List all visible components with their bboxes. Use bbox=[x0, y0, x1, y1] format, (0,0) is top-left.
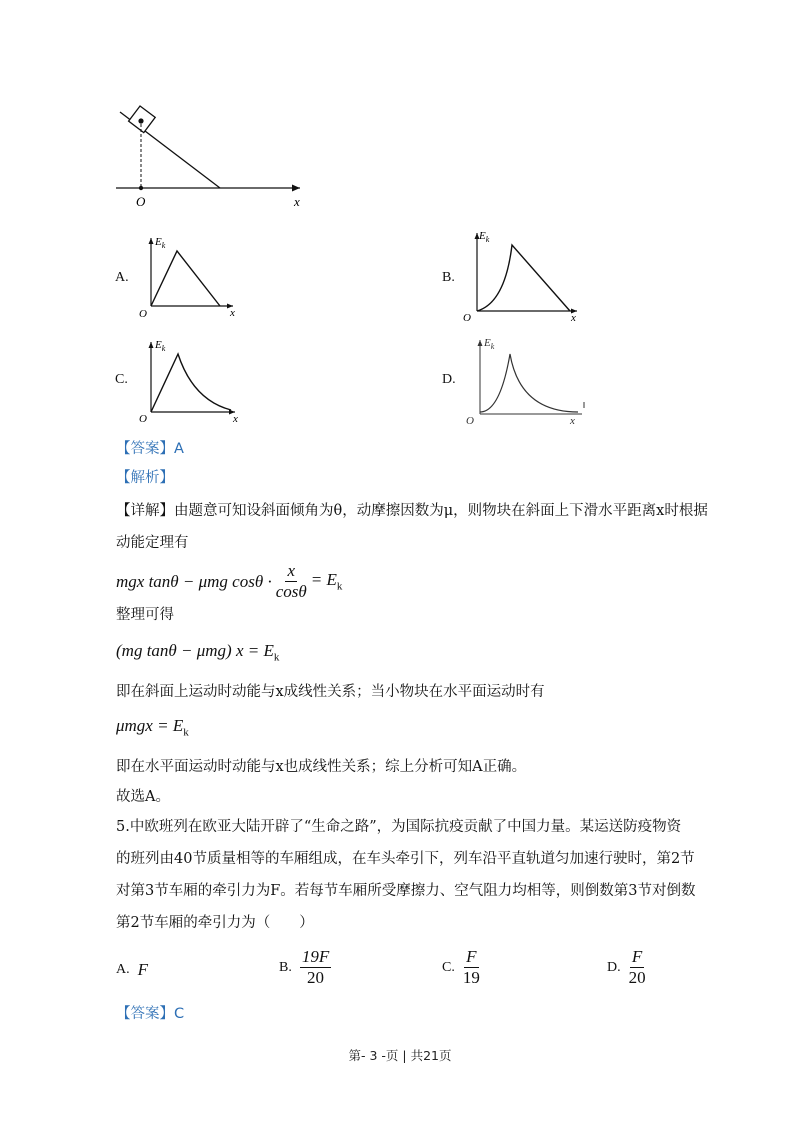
svg-text:Ek: $E_k$ bbox=[479, 230, 490, 244]
q4-detail-line1 bbox=[116, 501, 708, 521]
graph-b-option-label: B. bbox=[442, 270, 455, 285]
svg-text:O: O bbox=[463, 312, 471, 324]
svg-text:Ek: $E_k$ bbox=[484, 337, 495, 351]
q4-equation2: (mg tanθ − μmg) $x = E_k$ bbox=[116, 641, 280, 664]
graph-a-option-label: A. bbox=[115, 270, 129, 285]
graph-c bbox=[133, 334, 248, 424]
svg-text:Ek: $E_k$ bbox=[155, 339, 166, 353]
q5-stem-line4: 第2节车厢的牵引力为（ ） bbox=[116, 915, 314, 931]
graph-d-curve bbox=[480, 354, 578, 412]
q4-answer-value: A bbox=[174, 441, 184, 457]
figure-origin-label: O bbox=[136, 194, 146, 209]
svg-text:x: x bbox=[571, 312, 576, 324]
q5-answer bbox=[116, 1004, 184, 1024]
graph-a-curve bbox=[151, 251, 220, 306]
q4-detail-line2: 动能定理有 bbox=[116, 535, 189, 551]
q4-answer-tag: 【答案】 bbox=[116, 441, 174, 457]
graph-c-curve bbox=[151, 354, 231, 412]
graph-b-curve bbox=[477, 245, 570, 311]
q4-tidy-text: 整理可得 bbox=[116, 607, 174, 623]
graph-c-option-label: C. bbox=[115, 372, 128, 387]
graph-b bbox=[455, 225, 585, 325]
svg-text:O: O bbox=[139, 308, 147, 320]
svg-text:x: x bbox=[233, 413, 238, 424]
figure-x-label: x bbox=[294, 194, 300, 209]
graph-a bbox=[133, 230, 243, 320]
q4-detail-text: 由题意可知设斜面倾角为θ，动摩擦因数为μ，则物块在斜面上下滑水平距离x时根据 bbox=[174, 503, 708, 519]
q5-stem-line2: 的班列由40节质量相等的车厢组成，在车头牵引下，列车沿平直轨道匀加速行驶时，第2节 bbox=[116, 851, 695, 867]
q5-option-a: A. F bbox=[116, 960, 149, 979]
q4-detail-tag: 【详解】 bbox=[116, 503, 174, 519]
graph-d bbox=[460, 332, 590, 427]
svg-text:x: x bbox=[230, 307, 235, 319]
q5-answer-value: C bbox=[174, 1006, 185, 1022]
page-footer: 第- 3 -页 | 共21页 bbox=[348, 1048, 452, 1063]
svg-text:O: O bbox=[139, 413, 147, 424]
q4-conclusion: 故选A。 bbox=[116, 789, 170, 805]
q4-equation3: $\mu mgx = E_k$ bbox=[116, 716, 189, 739]
incline-figure bbox=[110, 100, 310, 210]
q5-stem-line3: 对第3节车厢的牵引力为F。若每节车厢所受摩擦力、空气阻力均相等，则倒数第3节对倒数 bbox=[116, 883, 696, 899]
graph-d-option-label: D. bbox=[442, 372, 456, 387]
q5-option-c: C. $\frac{F}{19}$ bbox=[442, 947, 480, 987]
q5-answer-tag: 【答案】 bbox=[116, 1006, 174, 1022]
q4-slope-text: 即在斜面上运动时动能与x成线性关系；当小物块在水平面运动时有 bbox=[116, 684, 545, 700]
q4-eq1-fraction: $\frac{x}{\cos\theta}$ bbox=[275, 561, 307, 601]
q5-stem-line1: 5.中欧班列在欧亚大陆开辟了“生命之路”，为国际抗疫贡献了中国力量。某运送防疫物资 bbox=[116, 819, 682, 835]
svg-text:Ek: $E_k$ bbox=[155, 236, 166, 250]
q4-flat-text: 即在水平面运动时动能与x也成线性关系；综上分析可知A正确。 bbox=[116, 759, 527, 775]
svg-text:x: x bbox=[570, 415, 575, 427]
q4-analysis-tag: 【解析】 bbox=[116, 470, 174, 486]
q4-answer bbox=[116, 439, 184, 459]
q5-option-b: B. $\frac{19F}{20}$ bbox=[279, 947, 330, 987]
q5-option-d: D. $\frac{F}{20}$ bbox=[607, 947, 646, 987]
q4-equation1: mgx tanθ − μmg cosθ · $\frac{x}{\cos\theta}$ = $E_k$ bbox=[116, 561, 343, 601]
svg-text:O: O bbox=[466, 415, 474, 427]
